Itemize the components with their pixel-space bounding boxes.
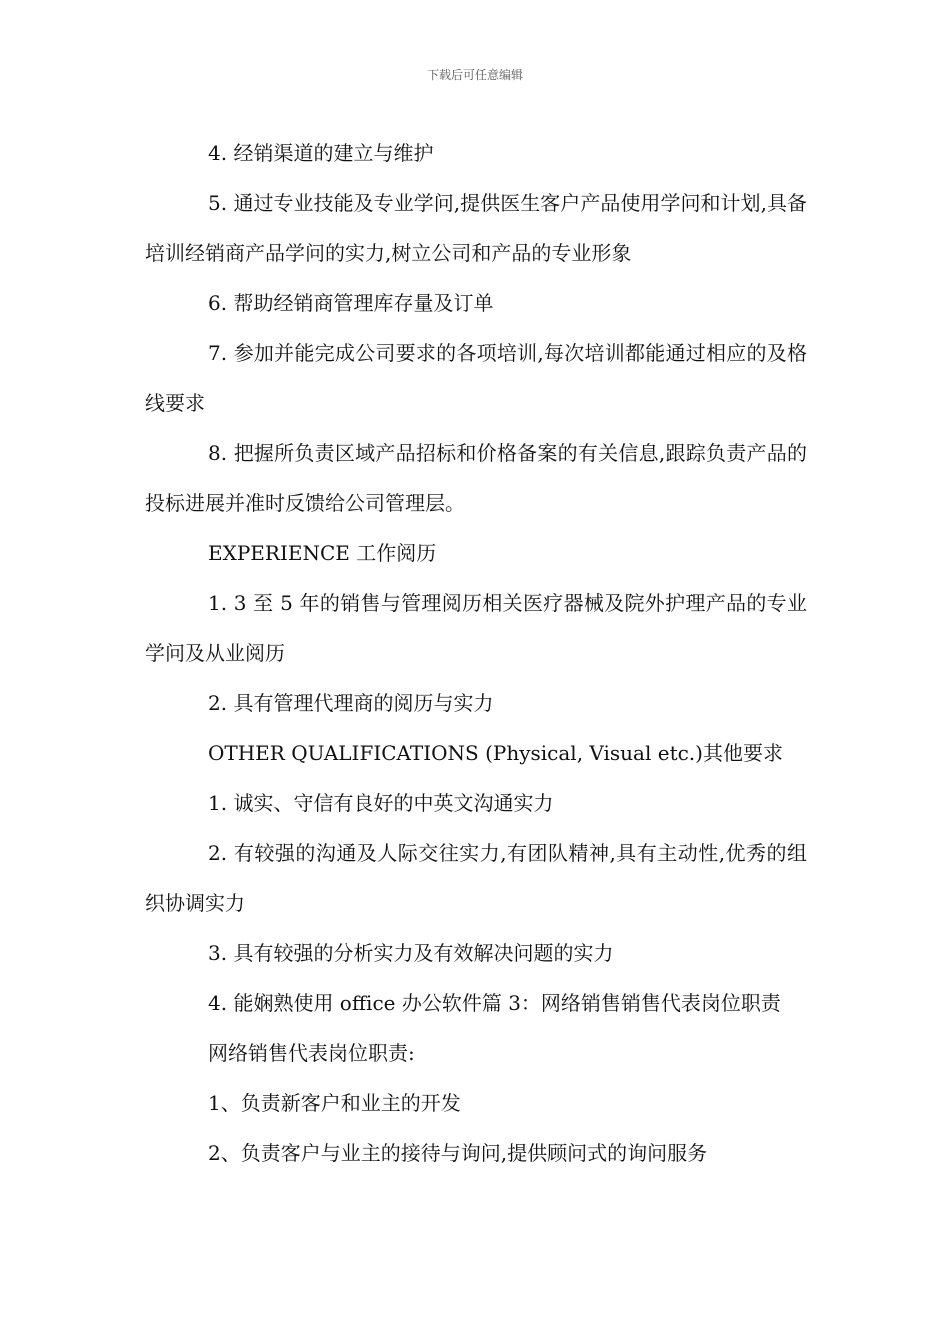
paragraph-qualification-1: 1. 诚实、守信有良好的中英文沟通实力: [208, 791, 554, 815]
paragraph-duty-4: 4. 经销渠道的建立与维护: [208, 141, 434, 165]
paragraph-experience-2: 2. 具有管理代理商的阅历与实力: [208, 691, 494, 715]
document-body: [145, 128, 807, 1178]
section-heading-experience: EXPERIENCE 工作阅历: [208, 541, 437, 565]
section-heading-other-qualifications: OTHER QUALIFICATIONS (Physical, Visual etc.)其他要求: [208, 741, 783, 765]
paragraph-online-duty-2: 2、负责客户与业主的接待与询问,提供顾问式的询问服务: [208, 1141, 708, 1165]
paragraph-qualification-4: 4. 能娴熟使用 office 办公软件篇 3：网络销售销售代表岗位职责: [208, 991, 781, 1015]
paragraph-online-duty-1: 1、负责新客户和业主的开发: [208, 1091, 461, 1115]
paragraph-experience-1: 1. 3 至 5 年的销售与管理阅历相关医疗器械及院外护理产品的专业学问及从业阅历: [145, 591, 807, 665]
section-heading-online-sales: 网络销售代表岗位职责:: [208, 1041, 415, 1065]
paragraph-duty-8: 8. 把握所负责区域产品招标和价格备案的有关信息,跟踪负责产品的投标进展并准时反馈给公司管理层。: [145, 441, 807, 515]
paragraph-duty-6: 6. 帮助经销商管理库存量及订单: [208, 291, 494, 315]
paragraph-duty-7: 7. 参加并能完成公司要求的各项培训,每次培训都能通过相应的及格线要求: [145, 341, 807, 415]
page-header: 下载后可任意编辑: [426, 68, 523, 82]
paragraph-qualification-3: 3. 具有较强的分析实力及有效解决问题的实力: [208, 941, 614, 965]
paragraph-qualification-2: 2. 有较强的沟通及人际交往实力,有团队精神,具有主动性,优秀的组织协调实力: [145, 841, 807, 915]
paragraph-duty-5: 5. 通过专业技能及专业学问,提供医生客户产品使用学问和计划,具备培训经销商产品学问的实力,树立公司和产品的专业形象: [145, 191, 807, 265]
